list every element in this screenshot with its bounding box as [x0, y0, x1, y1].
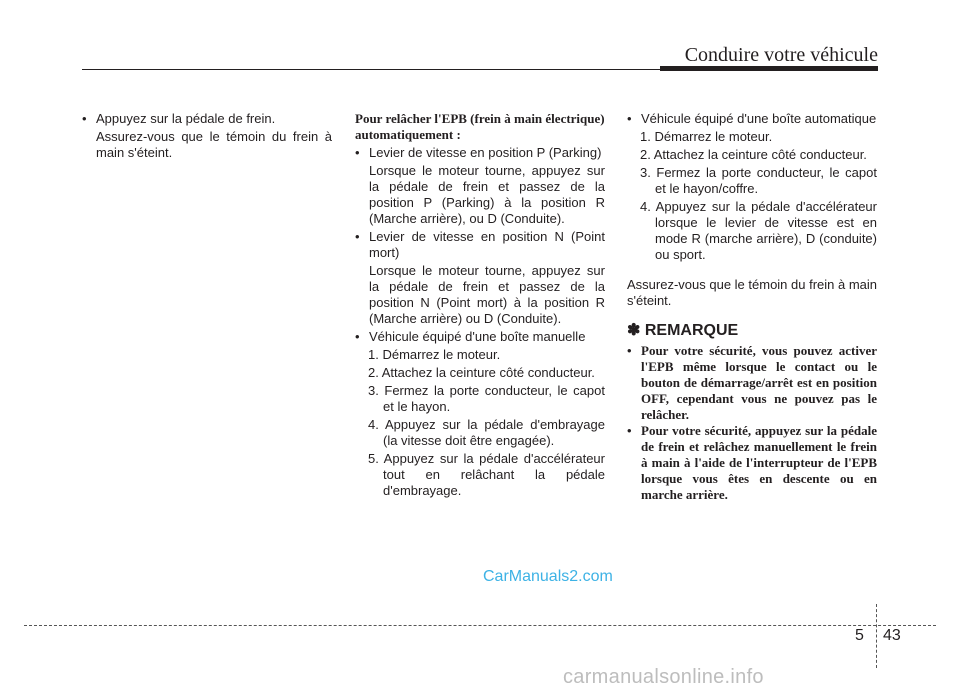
step-item: 2. Attachez la ceinture côté conducteur. — [368, 365, 595, 380]
step-item: 5. Appuyez sur la pédale d'accélérateur tout en relâchant la pédale d'embrayage. — [368, 451, 605, 498]
step-item: 1. Démarrez le moteur. — [640, 129, 773, 144]
bullet-subtext: Lorsque le moteur tourne, appuyez sur la pédale de frein et passez de la position N (Point mort) à la position R (Marche arrière) ou D (Conduite). — [369, 263, 605, 326]
column-3 — [627, 111, 877, 503]
remark-item: • Pour votre sécurité, vous pouvez activer l'EPB même lorsque le contact ou le bouton de démarrage/arrêt est en position OFF, cependant vous ne pouvez pas le relâcher. — [627, 343, 877, 423]
footer-dashed-rule — [24, 625, 936, 626]
remark-title: ✽ REMARQUE — [627, 322, 739, 339]
step-item: 4. Appuyez sur la pédale d'accélérateur lorsque le levier de vitesse est en mode R (marche arrière), D (conduite) ou sport. — [640, 199, 877, 262]
step-item: 4. Appuyez sur la pédale d'embrayage (la vitesse doit être engagée). — [368, 417, 605, 448]
header-rule-thick — [660, 66, 878, 71]
column-1 — [82, 111, 332, 161]
watermark-link[interactable]: CarManuals2.com — [483, 568, 613, 585]
step-item: 2. Attachez la ceinture côté conducteur. — [640, 147, 867, 162]
bullet-item: • Véhicule équipé d'une boîte manuelle — [355, 329, 605, 345]
page-number: 43 — [883, 627, 901, 644]
section-number: 5 — [855, 627, 864, 644]
footer-watermark: carmanualsonline.info — [563, 666, 764, 688]
bullet-item: • Levier de vitesse en position P (Parking) — [355, 145, 605, 161]
page-number-divider — [876, 604, 877, 668]
step-item: 3. Fermez la porte conducteur, le capot et le hayon. — [368, 383, 605, 414]
page-header-title: Conduire votre véhicule — [684, 44, 878, 66]
column-2 — [355, 111, 605, 499]
bullet-item: • Levier de vitesse en position N (Point mort) — [355, 229, 605, 261]
bullet-item: • Appuyez sur la pédale de frein. — [82, 111, 332, 127]
bullet-subtext: Lorsque le moteur tourne, appuyez sur la pédale de frein et passez de la position P (Parking) à la position R (Marche arrière), ou D (Conduite). — [369, 163, 605, 226]
section-heading: Pour relâcher l'EPB (frein à main électrique) automatiquement : — [355, 111, 605, 142]
step-item: 3. Fermez la porte conducteur, le capot et le hayon/coffre. — [640, 165, 877, 196]
step-item: 1. Démarrez le moteur. — [368, 347, 501, 362]
note-text: Assurez-vous que le témoin du frein à main s'éteint. — [627, 277, 878, 308]
bullet-subtext: Assurez-vous que le témoin du frein à main s'éteint. — [96, 129, 332, 160]
bullet-item: • Véhicule équipé d'une boîte automatique — [627, 111, 877, 127]
remark-item: • Pour votre sécurité, appuyez sur la pédale de frein et relâchez manuellement le frein à main à l'aide de l'interrupteur de l'EPB lorsque vous êtes en descente ou en marche arrière. — [627, 423, 877, 503]
